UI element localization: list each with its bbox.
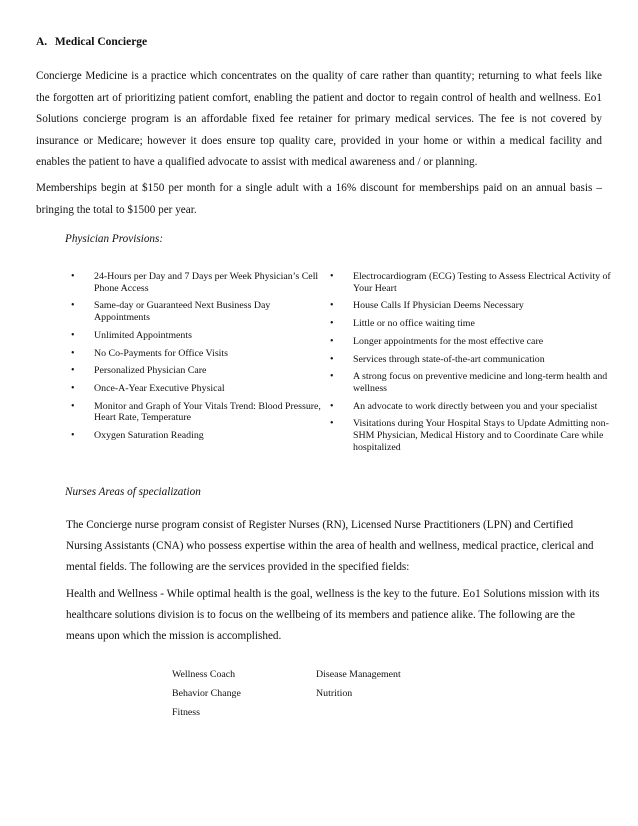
list-item: • 24-Hours per Day and 7 Days per Week Physician’s Cell Phone Access <box>71 271 319 294</box>
list-item: • Oxygen Saturation Reading <box>71 430 204 442</box>
section-number: A. <box>36 36 48 48</box>
list-item: • Monitor and Graph of Your Vitals Trend: Blood Pressure, Heart Rate, Temperature <box>71 400 321 424</box>
bullet-icon: • <box>330 271 334 282</box>
intro-paragraph: Concierge Medicine is a practice which concentrates on the quality of care rather than quantity; returning to what feels like the forgotten art of prioritizing patient comfort, enabling the patient and doctor to regain control of health and wellness. Eo1 Solutions concierge program is an affordable fixed fee retainer for primary medical services. The fee is not covered by insurance or Medicare; however it does ensure top quality care, provided in your home or within a medical facility and enables the patient to have a qualified advocate to assist with medical awareness and / or planning. <box>36 70 602 168</box>
list-item: • No Co-Payments for Office Visits <box>71 347 228 359</box>
bullet-icon: • <box>330 353 334 365</box>
list-item: Disease Management <box>316 669 401 680</box>
bullet-icon: • <box>71 365 75 377</box>
bullet-icon: • <box>71 382 75 394</box>
physician-provisions-heading: Physician Provisions: <box>65 233 164 245</box>
list-item: • A strong focus on preventive medicine and long-term health and wellness <box>330 371 608 394</box>
bullet-icon: • <box>330 318 334 330</box>
bullet-icon: • <box>330 300 334 312</box>
list-item: • House Calls If Physician Deems Necessary <box>330 300 524 312</box>
nurse-program-paragraph: The Concierge nurse program consist of Register Nurses (RN), Licensed Nurse Practitioners (LPN) and Certified Nursing Assistants (CNA) who possess expertise within the area of health and wellness, medical practice, clerical and mental fields. The following are the services provided in the specified fields: <box>66 519 594 573</box>
nurses-heading: Nurses Areas of specialization <box>65 486 201 498</box>
bullet-icon: • <box>71 271 75 282</box>
list-item: • Little or no office waiting time <box>330 318 475 330</box>
health-wellness-paragraph: Health and Wellness - While optimal health is the goal, wellness is the key to the future. Eo1 Solutions mission with its healthcare solutions division is to focus on the wellbeing of its members and patience alike. The following are the means upon which the mission is accomplished. <box>66 588 600 642</box>
list-item: • Electrocardiogram (ECG) Testing to Assess Electrical Activity of Your Heart <box>330 271 611 294</box>
services-right-list <box>316 665 401 703</box>
services-left-list <box>172 665 241 722</box>
list-item: • Services through state-of-the-art communication <box>330 353 545 365</box>
section-heading <box>36 36 147 48</box>
list-item: Fitness <box>172 707 200 718</box>
list-item: Behavior Change <box>172 688 241 699</box>
list-item: • Visitations during Your Hospital Stays to Update Admitting non-SHM Physician, Medical History and to Coordinate Care while hospitalized <box>330 418 609 453</box>
list-item: Wellness Coach <box>172 669 236 680</box>
physician-provisions-left-list <box>66 271 326 448</box>
list-item: • Personalized Physician Care <box>71 365 207 377</box>
bullet-icon: • <box>330 335 334 347</box>
bullet-icon: • <box>330 371 334 383</box>
list-item: • Once-A-Year Executive Physical <box>71 382 225 394</box>
bullet-icon: • <box>330 400 334 412</box>
list-item: • An advocate to work directly between you and your specialist <box>330 400 598 412</box>
list-item: • Unlimited Appointments <box>71 329 192 341</box>
bullet-icon: • <box>71 329 75 341</box>
bullet-icon: • <box>71 430 75 442</box>
list-item: • Longer appointments for the most effective care <box>330 335 544 347</box>
bullet-icon: • <box>330 418 334 430</box>
bullet-icon: • <box>71 347 75 359</box>
bullet-icon: • <box>71 400 75 412</box>
physician-provisions-right-list <box>325 271 620 459</box>
section-title: Medical Concierge <box>54 36 148 48</box>
bullet-icon: • <box>71 300 75 312</box>
list-item: • Same-day or Guaranteed Next Business Day Appointments <box>71 300 271 324</box>
list-item: Nutrition <box>316 688 353 699</box>
memberships-paragraph: Memberships begin at $150 per month for a single adult with a 16% discount for memberships paid on an annual basis – bringing the total to $1500 per year. <box>36 182 602 216</box>
